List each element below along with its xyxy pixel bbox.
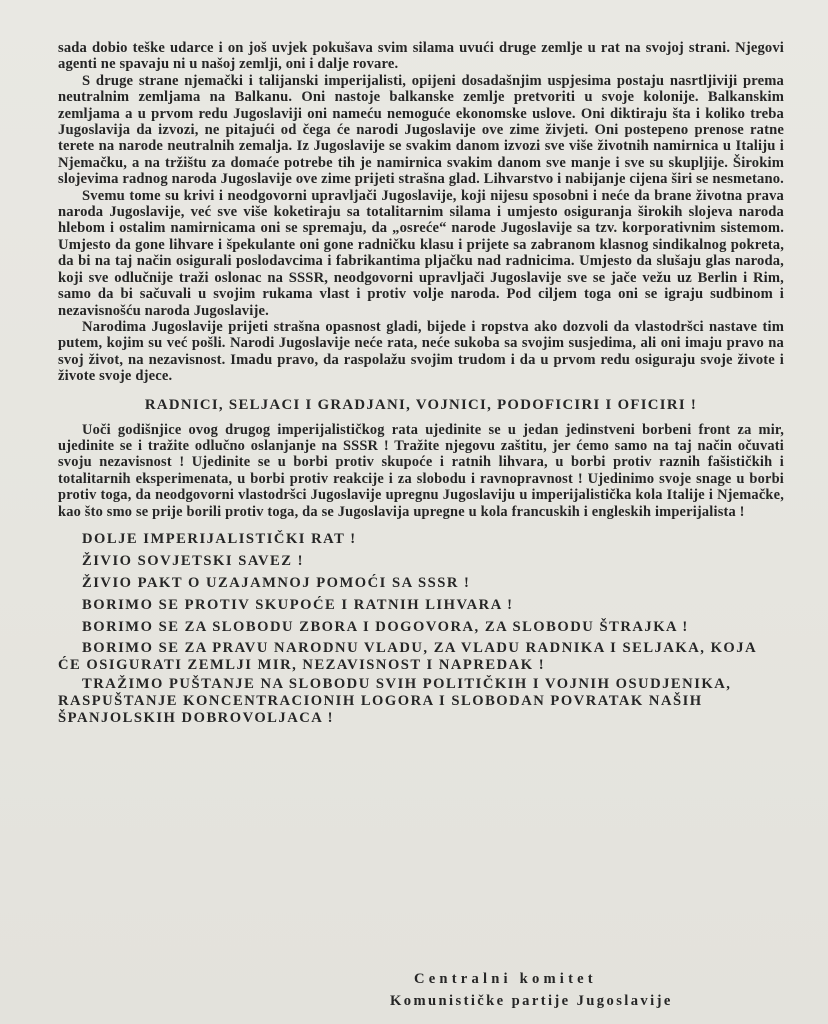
paragraph-4: Narodima Jugoslavije prijeti strašna opasnost gladi, bijede i ropstva ako dozvoli da vlastodršci nastave tim putem, kojim su već pošli. Narodi Jugoslavije neće rata, neće sukoba sa svojim susjedima, ali oni imaju pravo na svoj život, na nezavisnost. Imadu pravo, da raspolažu svojim trudom i da u prvom redu osiguraju svoje živote i živote svoje djece. [58,318,784,385]
appeal-paragraph: Uoči godišnjice ovog drugog imperijalističkog rata ujedinite se u jedan jedinstveni borbeni front za mir, ujedinite se i tražite odlučno oslanjanje na SSSR ! Tražite njegovu zaštitu, jer ćemo samo na taj način očuvati svoju nezavisnost ! Ujedinite se u borbi protiv skupoće i ratnih lihvara, u borbi protiv raznih fašističkih i totalitarnih eksperimenata, u borbi protiv reakcije i za slobodu i ravnopravnost ! Ujedinimo svoje snage u borbi protiv toga, da neodgovorni vlastodršci Jugoslavije upregnu Jugoslaviju u imperijalistička kola Italije i Njemačke, kao što smo se prije borili protiv toga, da se Jugoslavija upregne u kola francuskih i engleskih imperijalista ! [58,421,784,520]
slogan-list [58,528,784,727]
slogan-item: DOLJE IMPERIJALISTIČKI RAT ! [82,530,357,547]
slogan-item: BORIMO SE PROTIV SKUPOĆE I RATNIH LIHVARA ! [82,596,514,613]
signature-party: Komunističke partije Jugoslavije [390,993,673,1009]
slogan-item: ŽIVIO SOVJETSKI SAVEZ ! [82,552,304,569]
signature-block [390,968,673,1012]
slogan-item: ŽIVIO PAKT O UZAJAMNOJ POMOĆI SA SSSR ! [82,574,471,591]
appeal-heading: RADNICI, SELJACI I GRADJANI, VOJNICI, PODOFICIRI I OFICIRI ! [144,396,698,413]
paragraph-2: S druge strane njemački i talijanski imperijalisti, opijeni dosadašnjim uspjesima postaju nasrtljiviji prema neutralnim zemljama na Balkanu. Oni nastoje balkanske zemlje pretvoriti u svoje kolonije. Balkanskim zemljama a u prvom redu Jugoslaviji oni nameću nemoguće ekonomske uslove. Oni diktiraju šta i koliko treba Jugoslavija da izvozi, ne pitajući od čega će narodi Jugoslavije ove zime živjeti. Oni postepeno prenose ratne terete na narode neutralnih zemalja. Iz Jugoslavije se svakim danom izvozi sve više životnih namirnica u Italiju i Njemačku, a na tržištu za domaće potrebe tih je namirnica svakim danom sve manje i sve su skupljije. Širokim slojevima radnog naroda Jugoslavije ove zime prijeti strašna glad. Lihvarstvo i nabijanje cijena širi se nesmetano. [58,72,784,188]
paragraph-1: sada dobio teške udarce i on još uvjek pokušava svim silama uvući druge zemlje u rat na svojoj strani. Njegovi agenti ne spavaju ni u našoj zemlji, oni i dalje rovare. [58,40,784,73]
signature-committee: Centralni komitet [414,971,597,987]
slogan-item: TRAŽIMO PUŠTANJE NA SLOBODU SVIH POLITIČKIH I VOJNIH OSUDJENIKA, RASPUŠTANJE KONCENTRACIONIH LOGORA I SLOBODAN POVRATAK NAŠIH ŠPANJOLSKIH DOBROVOLJACA ! [58,675,732,726]
paragraph-3: Svemu tome su krivi i neodgovorni upravljači Jugoslavije, koji nijesu sposobni i neće da brane životna prava naroda Jugoslavije, već sve više koketiraju sa totalitarnim silama i umjesto osiguranja širokih slojeva naroda hlebom i ostalim namirnicama oni se spremaju, da „osreće“ narode Jugoslavije sa tzv. korporativnim sistemom. Umjesto da gone lihvare i špekulante oni gone radničku klasu i prijete sa zabranom klasnog sindikalnog pokreta, da bi na taj način osigurali poslodavcima i fabrikantima pljačku nad radnicima. Umjesto da slušaju glas naroda, koji sve odlučnije traži oslonac na SSSR, neodgovorni upravljači Jugoslavije sve se jače vežu uz Berlin i Rim, samo da bi sačuvali u svojim rukama vlast i protiv volje naroda. Pod ciljem toga oni se igraju sudbinom i nezavisnošću naroda Jugoslavije. [58,187,784,319]
slogan-item: BORIMO SE ZA SLOBODU ZBORA I DOGOVORA, ZA SLOBODU ŠTRAJKA ! [82,618,689,635]
slogan-item: BORIMO SE ZA PRAVU NARODNU VLADU, ZA VLADU RADNIKA I SELJAKA, KOJA ĆE OSIGURATI ZEMLJI MIR, NEZAVISNOST I NAPREDAK ! [58,639,757,673]
